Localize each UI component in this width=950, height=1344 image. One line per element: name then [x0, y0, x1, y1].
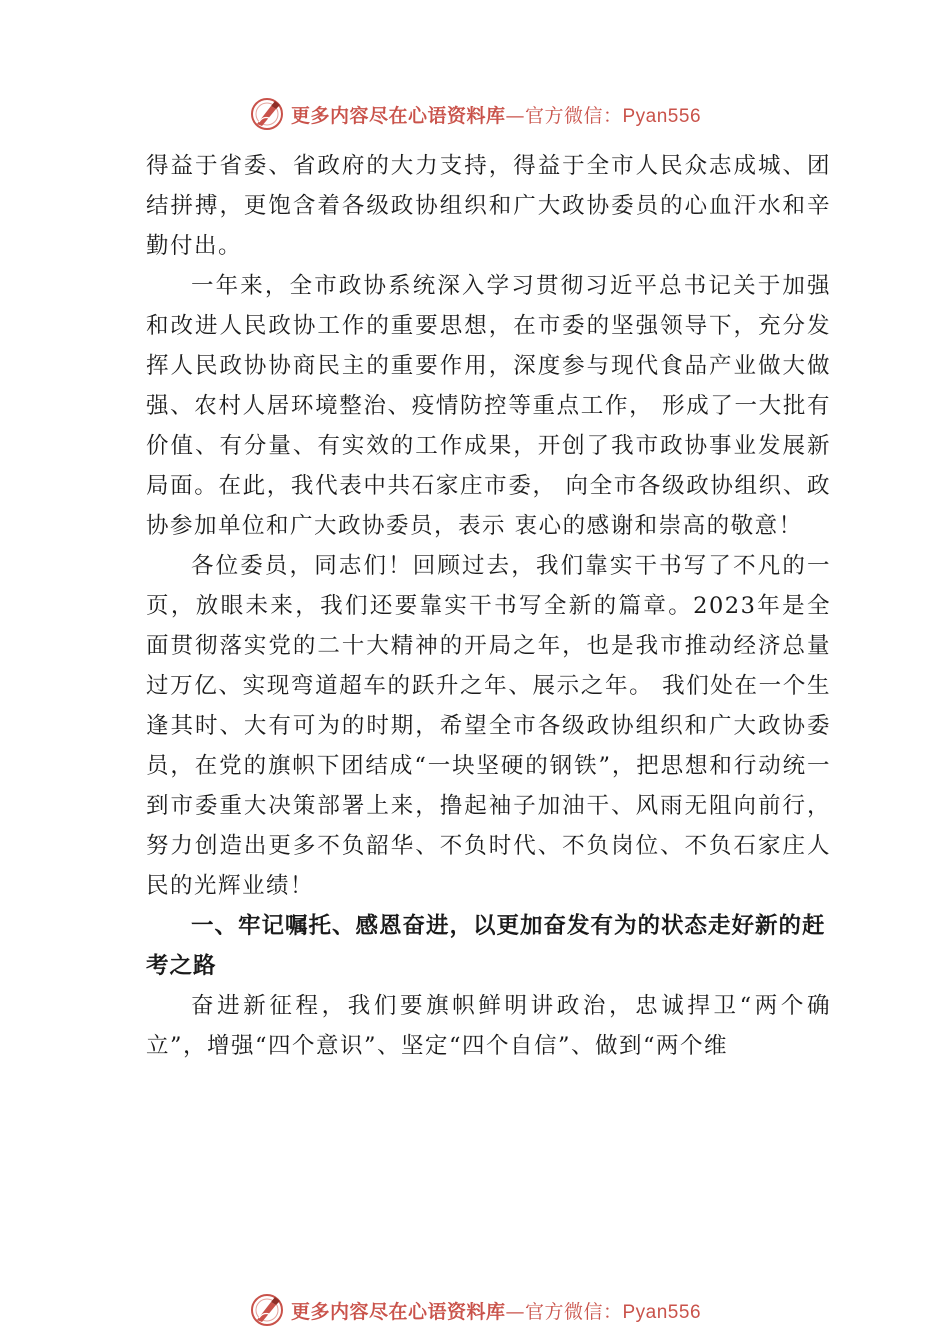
- paragraph-2: 一年来，全市政协系统深入学习贯彻习近平总书记关于加强和改进人民政协工作的重要思想，在市委的坚强领导下，充分发挥人民政协协商民主的重要作用，深度参与现代食品产业做大做强、农村人居环境整治、疫情防控等重点工作， 形成了一大批有价值、有分量、有实效的工作成果，开创了我市政协事业发展新局面。在此，我代表中共石家庄市委， 向全市各级政协组织、政协参加单位和广大政协委员，表示 衷心的感谢和崇高的敬意！: [146, 273, 831, 539]
- document-body: [146, 146, 831, 1066]
- banner-wechat-id: Pyan556: [622, 105, 702, 127]
- header-banner-text: [291, 101, 701, 128]
- paragraph-4: 奋进新征程，我们要旗帜鲜明讲政治，忠诚捍卫“两个确立”，增强“四个意识”、坚定“四个自信”、做到“两个维: [146, 993, 831, 1059]
- banner-lead-text: 更多内容尽在心语资料库: [290, 104, 506, 127]
- section-heading-1: 一、牢记嘱托、感恩奋进，以更加奋发有为的状态走好新的赶考之路: [146, 913, 826, 979]
- banner-logo-icon: [249, 96, 285, 132]
- footer-banner-text: [291, 1297, 701, 1324]
- footer-logo-icon: [249, 1292, 285, 1328]
- footer-dash: —: [505, 1300, 525, 1323]
- footer-wechat-id: Pyan556: [622, 1301, 702, 1323]
- footer-lead-text: 更多内容尽在心语资料库: [290, 1300, 506, 1323]
- paragraph-1: 得益于省委、省政府的大力支持，得益于全市人民众志成城、团结拼搏，更饱含着各级政协组织和广大政协委员的心血汗水和辛勤付出。: [146, 153, 831, 259]
- banner-wechat-label: 官方微信：: [524, 104, 623, 127]
- header-banner: [0, 94, 950, 134]
- footer-banner: [0, 1290, 950, 1330]
- paragraph-3: 各位委员，同志们！回顾过去，我们靠实干书写了不凡的一页，放眼未来，我们还要靠实干书写全新的篇章。2023年是全面贯彻落实党的二十大精神的开局之年，也是我市推动经济总量过万亿、实现弯道超车的跃升之年、展示之年。 我们处在一个生逢其时、大有可为的时期，希望全市各级政协组织和广大政协委员，在党的旗帜下团结成“一块坚硬的钢铁”，把思想和行动统一到市委重大决策部署上来，撸起袖子加油干、风雨无阻向前行，努力创造出更多不负韶华、不负时代、不负岗位、不负石家庄人民的光辉业绩！: [146, 553, 831, 899]
- banner-dash: —: [505, 104, 525, 127]
- footer-wechat-label: 官方微信：: [524, 1300, 623, 1323]
